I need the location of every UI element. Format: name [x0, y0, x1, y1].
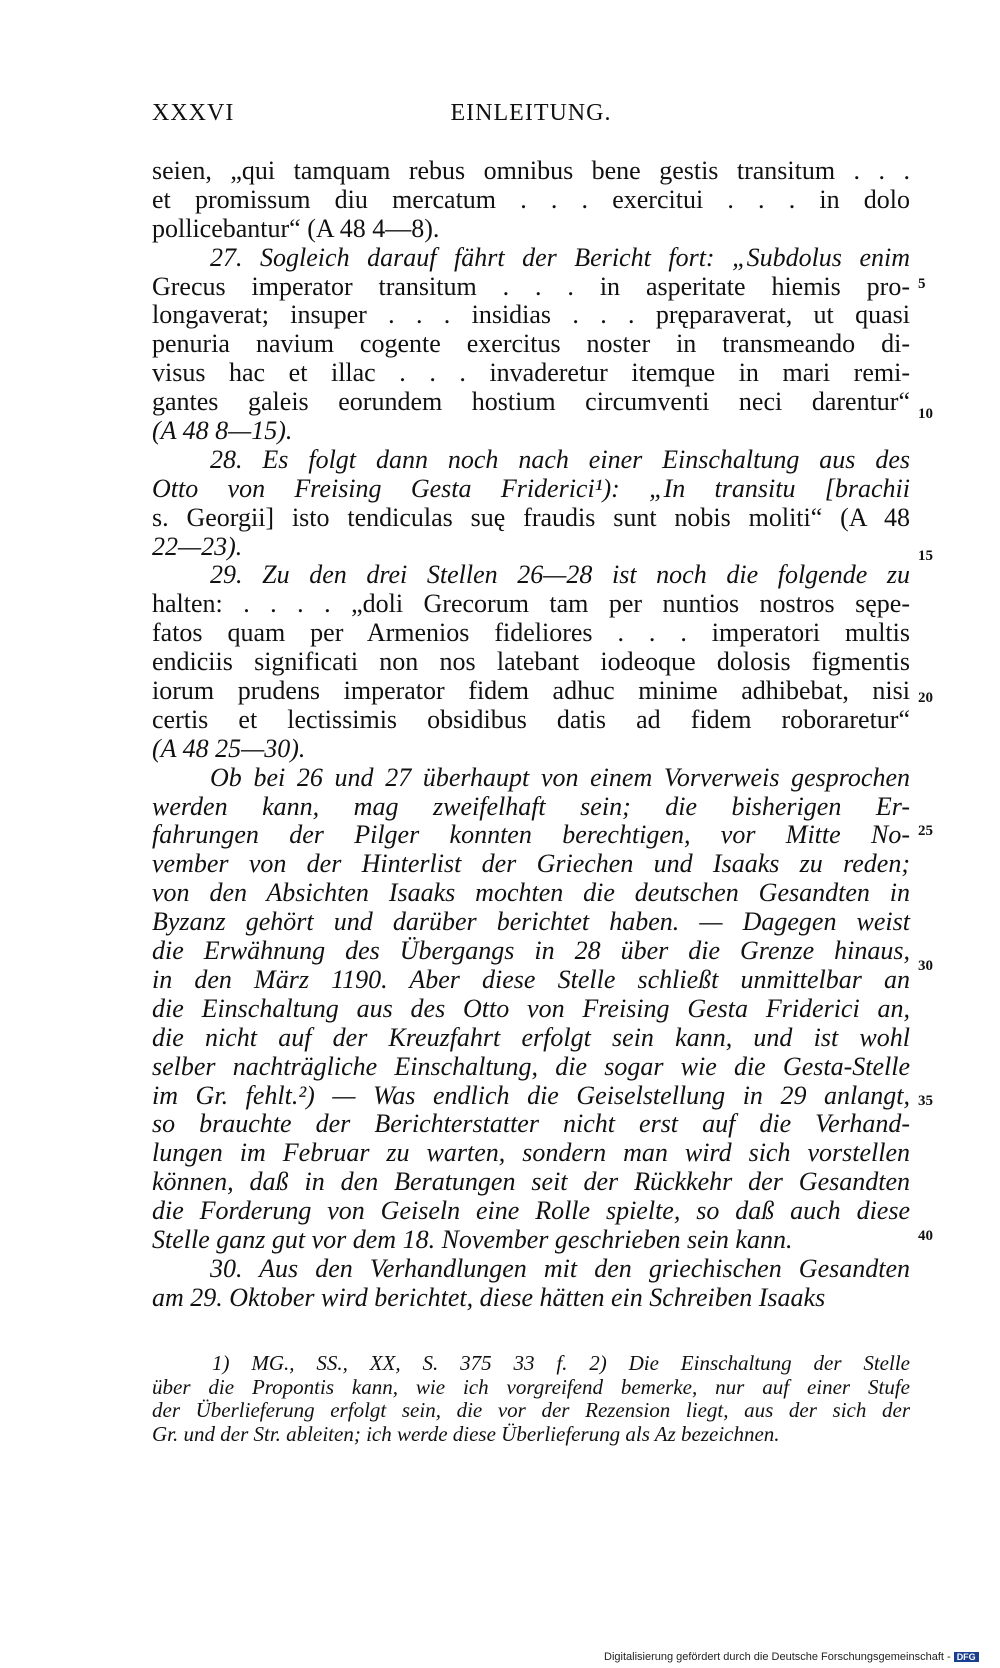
text-line: Stelle ganz gut vor dem 18. November geschrieben sein kann. — [152, 1224, 793, 1254]
digitization-notice — [604, 1651, 979, 1663]
digitization-text: Digitalisierung gefördert durch die Deutsche Forschungsgemeinschaft - — [604, 1651, 951, 1663]
line-number: 20 — [918, 690, 933, 706]
footnote-line: der Überlieferung erfolgt sein, die vor der Rezension liegt, aus der sich der — [152, 1398, 910, 1422]
text-line: Otto von Freising Gesta Friderici¹): „In transitu [brachii — [152, 473, 910, 503]
footnote-line: über die Propontis kann, wie ich vorgreifend bemerke, nur auf einer Stufe — [152, 1374, 910, 1399]
footnote-line: Gr. und der Str. ableiten; ich werde diese Überlieferung als Az bezeichnen. — [152, 1421, 780, 1446]
text-line: halten: . . . . „doli Grecorum tam per nuntios nostros sępe- — [152, 589, 910, 619]
text-line: longaverat; insuper . . . insidias . . . pręparaverat, ut quasi — [152, 300, 910, 330]
text-line: vember von der Hinterlist der Griechen und Isaaks zu reden; — [152, 849, 910, 879]
footnote-line: 1) MG., SS., XX, S. 375 33 f. 2) Die Einschaltung der Stelle — [212, 1351, 910, 1375]
running-title: EINLEITUNG. — [450, 100, 612, 126]
text-line: iorum prudens imperator fidem adhuc minime adhibebat, nisi — [152, 676, 910, 706]
text-line: 28. Es folgt dann noch nach einer Einschaltung aus des — [210, 444, 910, 474]
text-line: Byzanz gehört und darüber berichtet haben. — Dagegen weist — [152, 907, 910, 937]
text-line: seien, „qui tamquam rebus omnibus bene gestis transitum . . . — [152, 156, 910, 185]
line-number: 30 — [918, 958, 933, 974]
footnotes — [152, 1352, 910, 1446]
text-line: 22—23). — [152, 531, 243, 561]
line-number: 5 — [918, 276, 926, 292]
text-line: Ob bei 26 und 27 überhaupt von einem Vorverweis gesprochen — [210, 762, 910, 792]
text-line: die Einschaltung aus des Otto von Freising Gesta Friderici an, — [152, 993, 910, 1023]
text-line: (A 48 8—15). — [152, 416, 293, 446]
text-line: 29. Zu den drei Stellen 26—28 ist noch die folgende zu — [210, 560, 910, 590]
line-number: 40 — [918, 1228, 933, 1244]
text-line: certis et lectissimis obsidibus datis ad fidem roboraretur“ — [152, 704, 910, 734]
text-line: (A 48 25—30). — [152, 733, 306, 763]
text-line: die Erwähnung des Übergangs in 28 über die Grenze hinaus, — [152, 936, 910, 966]
text-line: pollicebantur“ (A 48 4—8). — [152, 213, 440, 243]
text-line: et promissum diu mercatum . . . exercitui . . . in dolo — [152, 184, 910, 214]
text-line: gantes galeis eorundem hostium circumventi neci darentur“ — [152, 387, 910, 417]
text-line: von den Absichten Isaaks mochten die deutschen Gesandten in — [152, 878, 910, 908]
line-number: 35 — [918, 1093, 933, 1109]
text-line: Grecus imperator transitum . . . in asperitate hiemis pro- — [152, 271, 910, 301]
line-number: 25 — [918, 823, 933, 839]
text-line: können, daß in den Beratungen seit der Rückkehr der Gesandten — [152, 1167, 910, 1197]
main-text — [152, 157, 910, 1313]
page-number: XXXVI — [152, 100, 235, 126]
page-header — [152, 100, 910, 132]
text-line: selber nachträgliche Einschaltung, die sogar wie die Gesta-Stelle — [152, 1051, 910, 1081]
text-line: die Forderung von Geiseln eine Rolle spielte, so daß auch diese — [152, 1196, 910, 1226]
text-line: so brauchte der Berichterstatter nicht erst auf die Verhand- — [152, 1109, 910, 1139]
text-line: s. Georgii] isto tendiculas suę fraudis sunt nobis moliti“ (A 48 — [152, 502, 910, 532]
text-line: 30. Aus den Verhandlungen mit den griechischen Gesandten — [210, 1253, 910, 1283]
dfg-logo: DFG — [954, 1652, 979, 1662]
text-line: die nicht auf der Kreuzfahrt erfolgt sein kann, und ist wohl — [152, 1022, 910, 1052]
text-line: fahrungen der Pilger konnten berechtigen, vor Mitte No- — [152, 820, 910, 850]
text-line: in den März 1190. Aber diese Stelle schließt unmittelbar an — [152, 964, 910, 994]
text-line: 27. Sogleich darauf fährt der Bericht fort: „Subdolus enim — [210, 242, 910, 272]
line-number: 15 — [918, 548, 933, 564]
text-line: endiciis significati non nos latebant iodeoque dolosis figmentis — [152, 647, 910, 677]
line-number: 10 — [918, 406, 933, 422]
text-line: am 29. Oktober wird berichtet, diese hätten ein Schreiben Isaaks — [152, 1282, 826, 1312]
text-line: visus hac et illac . . . invaderetur itemque in mari remi- — [152, 358, 910, 388]
text-line: fatos quam per Armenios fideliores . . . imperatori multis — [152, 618, 910, 648]
text-line: im Gr. fehlt.²) — Was endlich die Geiselstellung in 29 anlangt, — [152, 1080, 910, 1110]
text-line: werden kann, mag zweifelhaft sein; die bisherigen Er- — [152, 791, 910, 821]
text-line: penuria navium cogente exercitus noster in transmeando di- — [152, 329, 910, 359]
text-line: lungen im Februar zu warten, sondern man wird sich vorstellen — [152, 1138, 910, 1168]
